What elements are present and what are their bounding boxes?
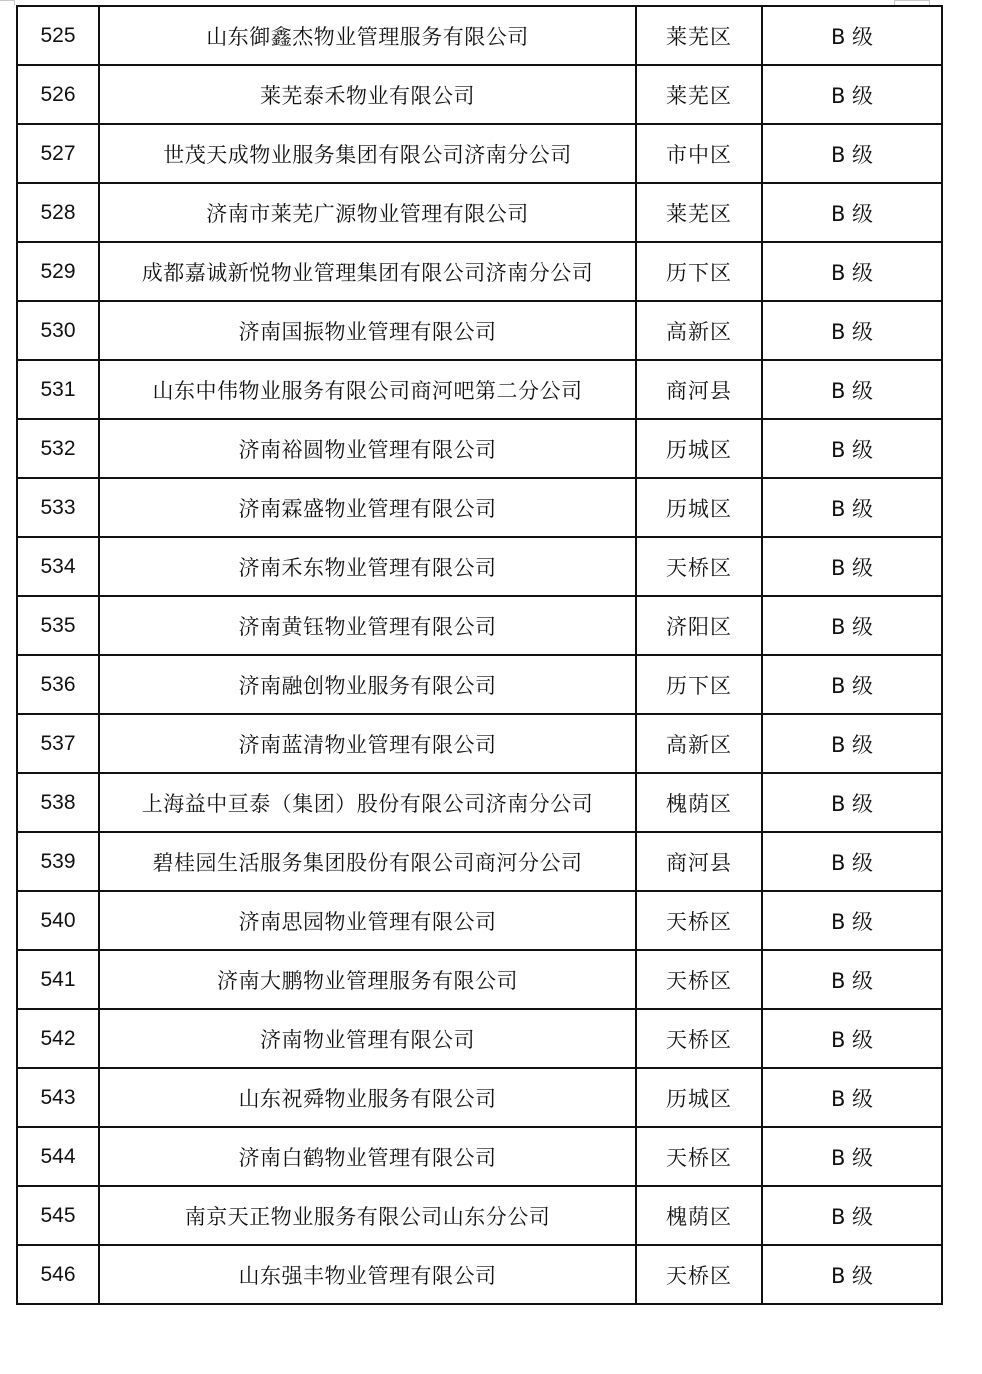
serial-number-cell: 526 xyxy=(17,65,99,124)
grade-cell: B 级 xyxy=(762,950,942,1009)
company-name-cell: 山东御鑫杰物业管理服务有限公司 xyxy=(99,6,636,65)
serial-number-cell: 528 xyxy=(17,183,99,242)
grade-cell: B 级 xyxy=(762,1245,942,1304)
serial-number-cell: 542 xyxy=(17,1009,99,1068)
district-cell: 商河县 xyxy=(636,832,762,891)
grade-cell: B 级 xyxy=(762,714,942,773)
table-row xyxy=(17,1127,942,1186)
table-row xyxy=(17,773,942,832)
table-row xyxy=(17,655,942,714)
serial-number-cell: 543 xyxy=(17,1068,99,1127)
district-cell: 历城区 xyxy=(636,1068,762,1127)
district-cell: 莱芜区 xyxy=(636,65,762,124)
company-name-cell: 碧桂园生活服务集团股份有限公司商河分公司 xyxy=(99,832,636,891)
serial-number-cell: 541 xyxy=(17,950,99,1009)
grade-cell: B 级 xyxy=(762,537,942,596)
company-name-cell: 济南黄钰物业管理有限公司 xyxy=(99,596,636,655)
company-name-cell: 山东中伟物业服务有限公司商河吧第二分公司 xyxy=(99,360,636,419)
grade-cell: B 级 xyxy=(762,360,942,419)
district-cell: 高新区 xyxy=(636,301,762,360)
district-cell: 商河县 xyxy=(636,360,762,419)
grade-cell: B 级 xyxy=(762,1009,942,1068)
grade-cell: B 级 xyxy=(762,1127,942,1186)
grade-cell: B 级 xyxy=(762,124,942,183)
district-cell: 济阳区 xyxy=(636,596,762,655)
table-row xyxy=(17,65,942,124)
grade-cell: B 级 xyxy=(762,832,942,891)
district-cell: 历下区 xyxy=(636,655,762,714)
serial-number-cell: 529 xyxy=(17,242,99,301)
district-cell: 市中区 xyxy=(636,124,762,183)
table-row xyxy=(17,950,942,1009)
serial-number-cell: 534 xyxy=(17,537,99,596)
table-row xyxy=(17,242,942,301)
serial-number-cell: 531 xyxy=(17,360,99,419)
company-name-cell: 济南物业管理有限公司 xyxy=(99,1009,636,1068)
table-row xyxy=(17,124,942,183)
company-name-cell: 济南禾东物业管理有限公司 xyxy=(99,537,636,596)
district-cell: 莱芜区 xyxy=(636,183,762,242)
grade-cell: B 级 xyxy=(762,1068,942,1127)
district-cell: 槐荫区 xyxy=(636,773,762,832)
grade-cell: B 级 xyxy=(762,773,942,832)
serial-number-cell: 537 xyxy=(17,714,99,773)
grade-cell: B 级 xyxy=(762,301,942,360)
company-name-cell: 山东强丰物业管理有限公司 xyxy=(99,1245,636,1304)
table-row xyxy=(17,419,942,478)
table-row xyxy=(17,183,942,242)
district-cell: 天桥区 xyxy=(636,1009,762,1068)
serial-number-cell: 527 xyxy=(17,124,99,183)
grade-cell: B 级 xyxy=(762,6,942,65)
company-name-cell: 上海益中亘泰（集团）股份有限公司济南分公司 xyxy=(99,773,636,832)
serial-number-cell: 538 xyxy=(17,773,99,832)
company-name-cell: 济南蓝清物业管理有限公司 xyxy=(99,714,636,773)
company-name-cell: 山东祝舜物业服务有限公司 xyxy=(99,1068,636,1127)
district-cell: 槐荫区 xyxy=(636,1186,762,1245)
grade-cell: B 级 xyxy=(762,65,942,124)
district-cell: 历下区 xyxy=(636,242,762,301)
district-cell: 历城区 xyxy=(636,478,762,537)
company-grade-table xyxy=(16,5,943,1305)
grade-cell: B 级 xyxy=(762,478,942,537)
table-row xyxy=(17,596,942,655)
district-cell: 莱芜区 xyxy=(636,6,762,65)
serial-number-cell: 545 xyxy=(17,1186,99,1245)
table-row xyxy=(17,1068,942,1127)
grade-cell: B 级 xyxy=(762,1186,942,1245)
table-row xyxy=(17,714,942,773)
serial-number-cell: 535 xyxy=(17,596,99,655)
table-row xyxy=(17,360,942,419)
grade-cell: B 级 xyxy=(762,596,942,655)
table-row xyxy=(17,1245,942,1304)
company-name-cell: 成都嘉诚新悦物业管理集团有限公司济南分公司 xyxy=(99,242,636,301)
serial-number-cell: 536 xyxy=(17,655,99,714)
serial-number-cell: 539 xyxy=(17,832,99,891)
table-row xyxy=(17,891,942,950)
serial-number-cell: 546 xyxy=(17,1245,99,1304)
grade-cell: B 级 xyxy=(762,655,942,714)
table-row xyxy=(17,832,942,891)
table-row xyxy=(17,478,942,537)
company-name-cell: 济南融创物业服务有限公司 xyxy=(99,655,636,714)
district-cell: 天桥区 xyxy=(636,950,762,1009)
page-corner-mark-left xyxy=(0,0,15,5)
table-row xyxy=(17,6,942,65)
district-cell: 高新区 xyxy=(636,714,762,773)
grade-cell: B 级 xyxy=(762,242,942,301)
company-name-cell: 莱芜泰禾物业有限公司 xyxy=(99,65,636,124)
table-row xyxy=(17,1186,942,1245)
serial-number-cell: 540 xyxy=(17,891,99,950)
company-name-cell: 世茂天成物业服务集团有限公司济南分公司 xyxy=(99,124,636,183)
company-name-cell: 济南思园物业管理有限公司 xyxy=(99,891,636,950)
table-row xyxy=(17,301,942,360)
district-cell: 历城区 xyxy=(636,419,762,478)
grade-cell: B 级 xyxy=(762,891,942,950)
grade-cell: B 级 xyxy=(762,419,942,478)
serial-number-cell: 532 xyxy=(17,419,99,478)
district-cell: 天桥区 xyxy=(636,537,762,596)
table-row xyxy=(17,1009,942,1068)
serial-number-cell: 525 xyxy=(17,6,99,65)
serial-number-cell: 533 xyxy=(17,478,99,537)
company-name-cell: 济南大鹏物业管理服务有限公司 xyxy=(99,950,636,1009)
district-cell: 天桥区 xyxy=(636,1245,762,1304)
grade-cell: B 级 xyxy=(762,183,942,242)
district-cell: 天桥区 xyxy=(636,1127,762,1186)
company-name-cell: 济南国振物业管理有限公司 xyxy=(99,301,636,360)
company-name-cell: 济南白鹤物业管理有限公司 xyxy=(99,1127,636,1186)
company-name-cell: 南京天正物业服务有限公司山东分公司 xyxy=(99,1186,636,1245)
district-cell: 天桥区 xyxy=(636,891,762,950)
company-name-cell: 济南市莱芜广源物业管理有限公司 xyxy=(99,183,636,242)
table-row xyxy=(17,537,942,596)
company-name-cell: 济南裕圆物业管理有限公司 xyxy=(99,419,636,478)
serial-number-cell: 544 xyxy=(17,1127,99,1186)
serial-number-cell: 530 xyxy=(17,301,99,360)
table-body xyxy=(17,6,942,1304)
company-name-cell: 济南霖盛物业管理有限公司 xyxy=(99,478,636,537)
